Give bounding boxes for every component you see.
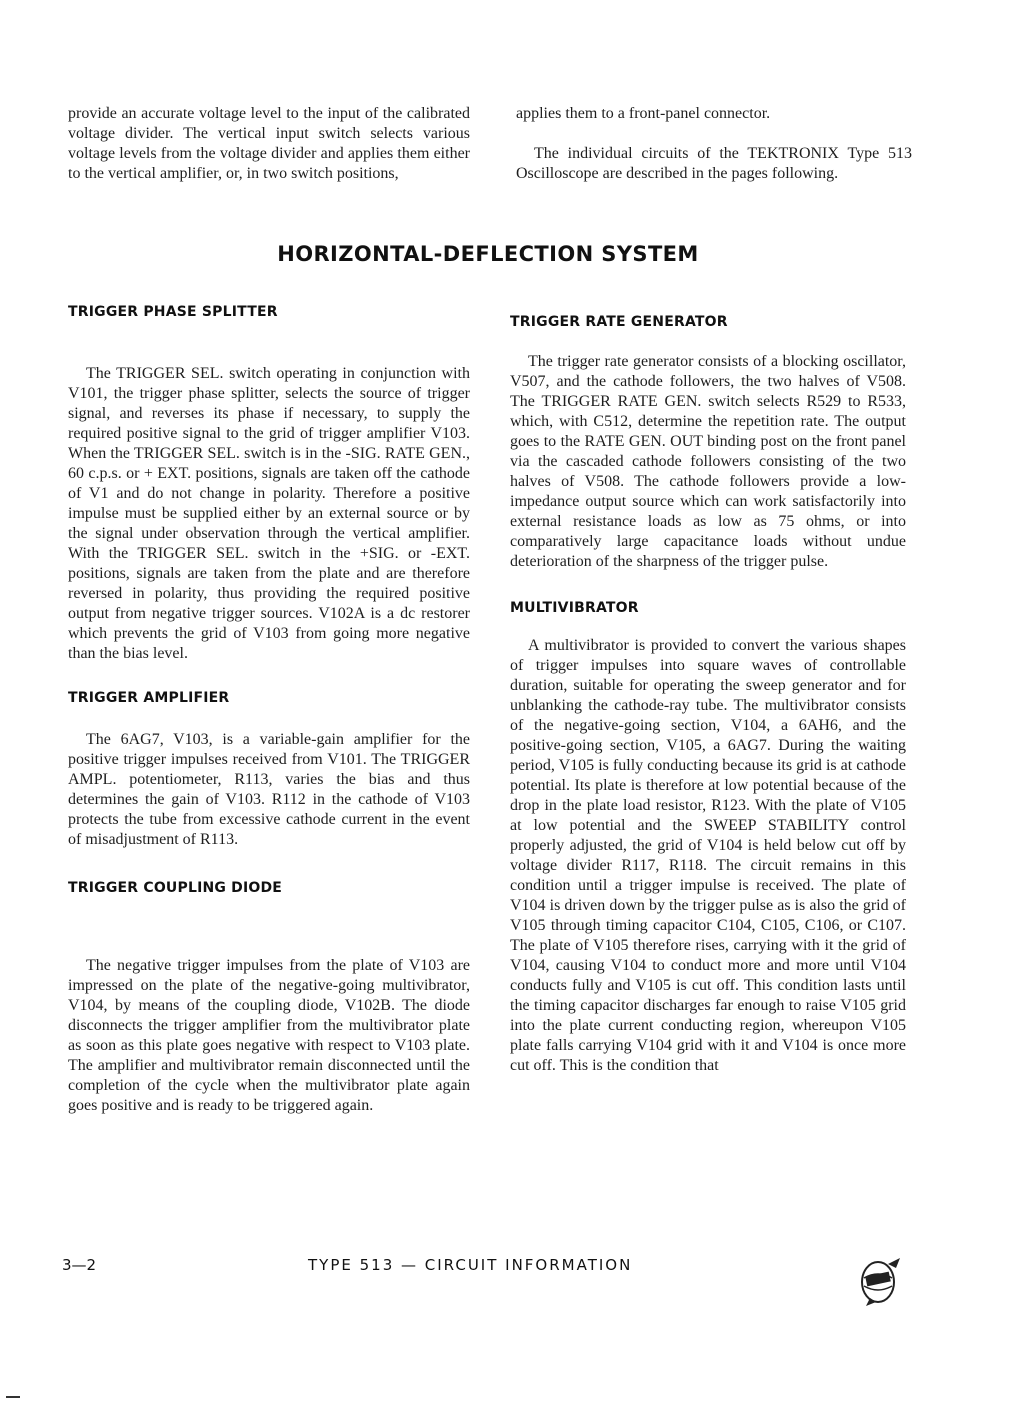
heading-trigger-phase-splitter: TRIGGER PHASE SPLITTER [68, 304, 278, 320]
body-trigger-phase-splitter: The TRIGGER SEL. switch operating in conjunction with V101, the trigger phase splitter, selects the source of trigger signal, and reverses its phase if necessary, to supply the required positive signal to the grid of trigger amplifier V103. When the TRIGGER SEL. switch is in the -SIG. RATE GEN., 60 c.p.s. or + EXT. positions, signals are taken off the cathode of V1 and do not change in polarity. Therefore a positive impulse must be supplied either by an external source or by the signal under observation through the vertical amplifier. With the TRIGGER SEL. switch in the +SIG. or -EXT. positions, signals are taken from the plate and are therefore reversed in polarity, thus providing the required positive output from negative trigger sources. V102A is a dc restorer which prevents the grid of V103 from going more negative than the bias level. [68, 365, 470, 662]
body-trigger-amplifier: The 6AG7, V103, is a variable-gain amplifier for the positive trigger impulses received from V101. The TRIGGER AMPL. potentiometer, R113, varies the bias and thus determines the gain of V103. R112 in the cathode of V103 protects the tube from excessive cathode current in the event of misadjustment of R113. [68, 731, 470, 848]
top-left-column [68, 104, 470, 184]
intro-paragraph-right-1: applies them to a front-panel connector. [516, 105, 771, 122]
left-column [68, 304, 470, 1116]
section-title: HORIZONTAL-DEFLECTION SYSTEM [277, 242, 699, 266]
heading-trigger-rate-generator: TRIGGER RATE GENERATOR [510, 314, 728, 330]
intro-paragraph-left: provide an accurate voltage level to the input of the calibrated voltage divider. The vertical input switch selects various voltage levels from the voltage divider and applies them either to the vertical amplifier, or, in two switch positions, [68, 105, 470, 182]
running-title: TYPE 513 — CIRCUIT INFORMATION [308, 1256, 633, 1274]
page-number: 3—2 [62, 1256, 97, 1274]
intro-paragraph-right-2: The individual circuits of the TEKTRONIX Type 513 Oscilloscope are described in the pages following. [516, 145, 912, 182]
tektronix-logo-icon [850, 1250, 910, 1310]
heading-multivibrator: MULTIVIBRATOR [510, 600, 639, 616]
top-right-column [516, 104, 912, 184]
body-multivibrator: A multivibrator is provided to convert the various shapes of trigger impulses into square waves of controllable duration, suitable for operating the sweep generator and for unblanking the cathode-ray tube. The multivibrator consists of the negative-going section, V104, a 6AH6, and the positive-going section, V105, a 6AG7. During the waiting period, V105 is fully conducting because its grid is at cathode potential. Its plate is therefore at low potential because of the drop in the plate load resistor, R123. With the plate of V105 at low potential and the SWEEP STABILITY control properly adjusted, the grid of V104 is held below cut off by voltage divider R117, R118. The circuit remains in this condition until a trigger impulse is received. The plate of V104 is driven down by the trigger pulse as is also the grid of V105 through timing capacitor C104, C105, C106, or C107. The plate of V105 therefore rises, carrying with it the grid of V104, causing V104 to conduct more and more until V104 conducts fully and V105 is cut off. This condition lasts until the timing capacitor discharges far enough to raise V105 grid into the plate current conducting region, whereupon V105 plate falls carrying V104 grid with it and V104 is once more cut off. This is the condition that [510, 637, 906, 1074]
body-trigger-rate-generator: The trigger rate generator consists of a blocking oscillator, V507, and the cathode followers, the two halves of V508. The TRIGGER RATE GEN. switch selects R529 to R533, which, with C512, determine the repetition rate. The output goes to the RATE GEN. OUT binding post on the front panel via the cascaded cathode followers consisting of the two halves of V508. The cathode followers provide a low-impedance output source which can work satisfactorily into external resistance loads as low as 75 ohms, or into comparatively large capacitance loads without undue deterioration of the sharpness of the trigger pulse. [510, 353, 906, 570]
scan-artifact [6, 1396, 20, 1398]
heading-trigger-amplifier: TRIGGER AMPLIFIER [68, 690, 230, 706]
right-column [510, 314, 906, 1076]
heading-trigger-coupling-diode: TRIGGER COUPLING DIODE [68, 880, 283, 896]
body-trigger-coupling-diode: The negative trigger impulses from the plate of V103 are impressed on the plate of the negative-going multivibrator, V104, by means of the coupling diode, V102B. The diode disconnects the trigger amplifier from the multivibrator plate as soon as this plate goes negative with respect to V103 plate. The amplifier and multivibrator remain disconnected until the completion of the cycle when the multivibrator plate again goes positive and is ready to be triggered again. [68, 957, 470, 1114]
